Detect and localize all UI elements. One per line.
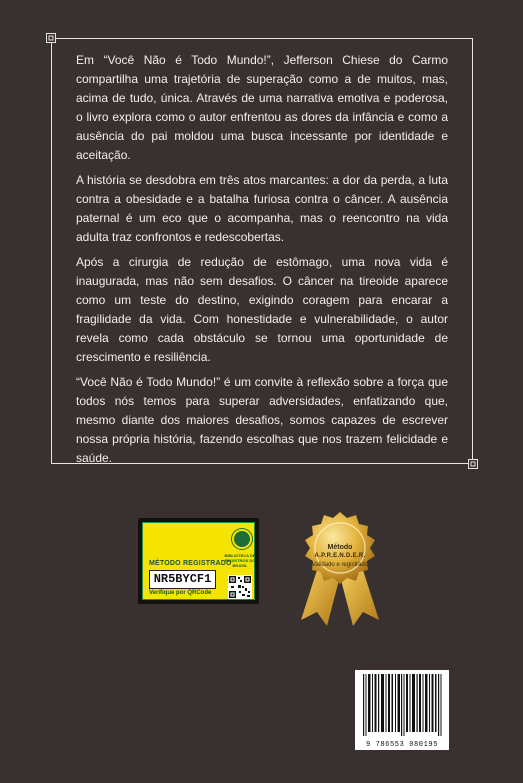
barcode-bars bbox=[355, 670, 449, 738]
synopsis-paragraph: Após a cirurgia de redução de estômago, uma nova vida é inaugurada, mas não sem desafios. O câncer na tireoide aparece como um teste do destino, exigindo coragem para encarar a fragilidade da vida. Com honestidade e vulnerabilidade, o autor revela como cada obstáculo se tornou uma oportunidade de crescimento e resiliência. bbox=[76, 255, 448, 364]
frame-corner-ornament bbox=[468, 459, 478, 469]
library-name: BIBLIOTECA DE REGISTROS DO BRASIL bbox=[224, 553, 256, 568]
registration-badge-panel bbox=[142, 522, 255, 600]
isbn-barcode bbox=[355, 670, 449, 750]
verify-qrcode-label: Verifique por QRCode bbox=[149, 590, 212, 596]
synopsis-paragraph: Em “Você Não é Todo Mundo!”, Jefferson Chiese do Carmo compartilha uma trajetória de superação como a de muitos, mas, acima de tudo, única. Através de uma narrativa emotiva e poderosa, o livro explora como o autor enfrentou as dores da infância e como a ausência do pai moldou uma busca incessante por identidade e aceitação. bbox=[76, 53, 448, 162]
medal-line-3: Validado e registrado bbox=[311, 562, 369, 568]
medal-line-2: A.P.R.E.N.D.E.R. bbox=[314, 553, 366, 559]
isbn-digits: 9 786553 080195 bbox=[365, 741, 438, 749]
synopsis-paragraph: A história se desdobra em três atos marcantes: a dor da perda, a luta contra a obesidade e a batalha furiosa contra o câncer. A ausência paternal é um eco que o acompanha, mas o reencontro na vida adulta traz confrontos e redescobertas. bbox=[76, 173, 448, 244]
medal-text bbox=[310, 544, 370, 569]
registration-code: NR5BYCF1 bbox=[149, 570, 216, 589]
synopsis-paragraph: “Você Não é Todo Mundo!” é um convite à reflexão sobre a força que todos nós temos para superar adversidades, enfatizando que, mesmo diante dos maiores desafios, somos capazes de escrever nossa própria história, fazendo escolhas que nos trazem felicidade e saúde. bbox=[76, 375, 448, 465]
synopsis-text bbox=[76, 51, 448, 474]
frame-corner-ornament bbox=[46, 33, 56, 43]
registration-badge bbox=[138, 518, 259, 604]
library-seal-icon bbox=[232, 529, 252, 549]
registration-title: MÉTODO REGISTRADO bbox=[149, 560, 232, 567]
qr-code-icon bbox=[228, 575, 252, 599]
medal-line-1: Método bbox=[327, 544, 353, 551]
